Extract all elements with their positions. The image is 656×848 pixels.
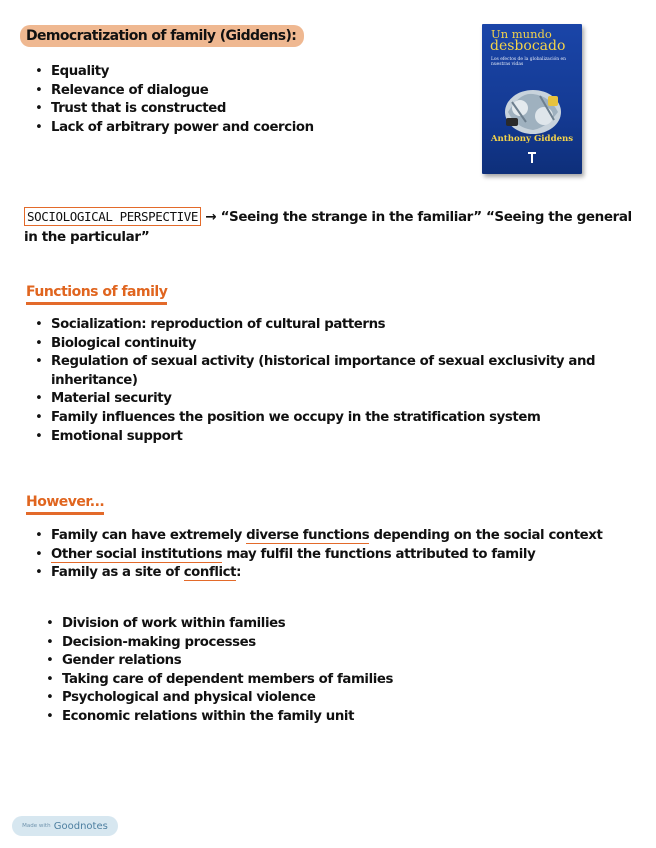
list-item: • Psychological and physical violence xyxy=(40,689,640,708)
made-with-goodnotes-badge xyxy=(12,816,118,836)
list-item: • Material security xyxy=(29,390,639,409)
book-title-line1: Un mundo xyxy=(491,27,552,41)
underlined-term: diverse functions xyxy=(246,528,370,543)
list-item: • Emotional support xyxy=(29,428,639,447)
page-title: Democratization of family (Giddens): xyxy=(20,25,304,47)
functions-list xyxy=(29,316,639,446)
list-item: • Equality xyxy=(29,63,449,82)
item-text: Family can have extremely xyxy=(51,528,247,543)
underlined-term: Other social institutions xyxy=(51,546,223,562)
functions-heading: Functions of family xyxy=(26,284,167,305)
list-item: • Socialization: reproduction of cultural patterns xyxy=(29,316,639,335)
however-list xyxy=(29,527,639,583)
badge-brand: Goodnotes xyxy=(53,821,108,832)
arrow-icon: → xyxy=(205,209,217,225)
title-block xyxy=(20,25,304,47)
list-item: • Gender relations xyxy=(40,652,640,671)
list-item: • Division of work within families xyxy=(40,615,640,634)
list-item xyxy=(29,546,639,565)
book-title-line2: desbocado xyxy=(490,38,566,54)
item-text: Family as a site of xyxy=(51,565,184,581)
list-item: • Family influences the position we occupy in the stratification system xyxy=(29,409,639,428)
functions-heading-wrap xyxy=(26,281,167,305)
conflict-list xyxy=(40,615,640,727)
list-item: • Economic relations within the family unit xyxy=(40,708,640,727)
sociological-perspective-line xyxy=(24,207,644,247)
underlined-term: conflict xyxy=(183,565,237,581)
publisher-logo-icon xyxy=(527,152,537,164)
sociological-perspective-label: SOCIOLOGICAL PERSPECTIVE xyxy=(24,207,201,226)
badge-small-text: Made with xyxy=(22,823,51,829)
giddens-list xyxy=(29,63,449,137)
item-text: : xyxy=(236,565,242,581)
list-item: • Biological continuity xyxy=(29,335,639,354)
globe-illustration-icon xyxy=(500,82,566,138)
book-author: Anthony Giddens xyxy=(490,134,574,144)
however-heading: However... xyxy=(26,494,104,515)
list-item xyxy=(29,564,639,583)
sociological-quote: “Seeing the strange in the familiar” “Seeing the general in the particular” xyxy=(24,209,632,245)
however-heading-wrap xyxy=(26,491,104,515)
book-cover-image xyxy=(482,24,582,174)
list-item: • Trust that is constructed xyxy=(29,100,449,119)
list-item: • Taking care of dependent members of families xyxy=(40,671,640,690)
list-item: • Regulation of sexual activity (historical importance of sexual exclusivity and inheritance) xyxy=(29,353,639,390)
book-subtitle: Los efectos de la globalización en nuestras vidas xyxy=(491,57,566,67)
item-text: may fulfil the functions attributed to family xyxy=(222,546,536,562)
list-item: • Lack of arbitrary power and coercion xyxy=(29,119,449,138)
list-item: • Relevance of dialogue xyxy=(29,82,449,101)
item-text: depending on the social context xyxy=(369,528,603,543)
list-item: • Decision-making processes xyxy=(40,634,640,653)
list-item xyxy=(29,527,639,546)
